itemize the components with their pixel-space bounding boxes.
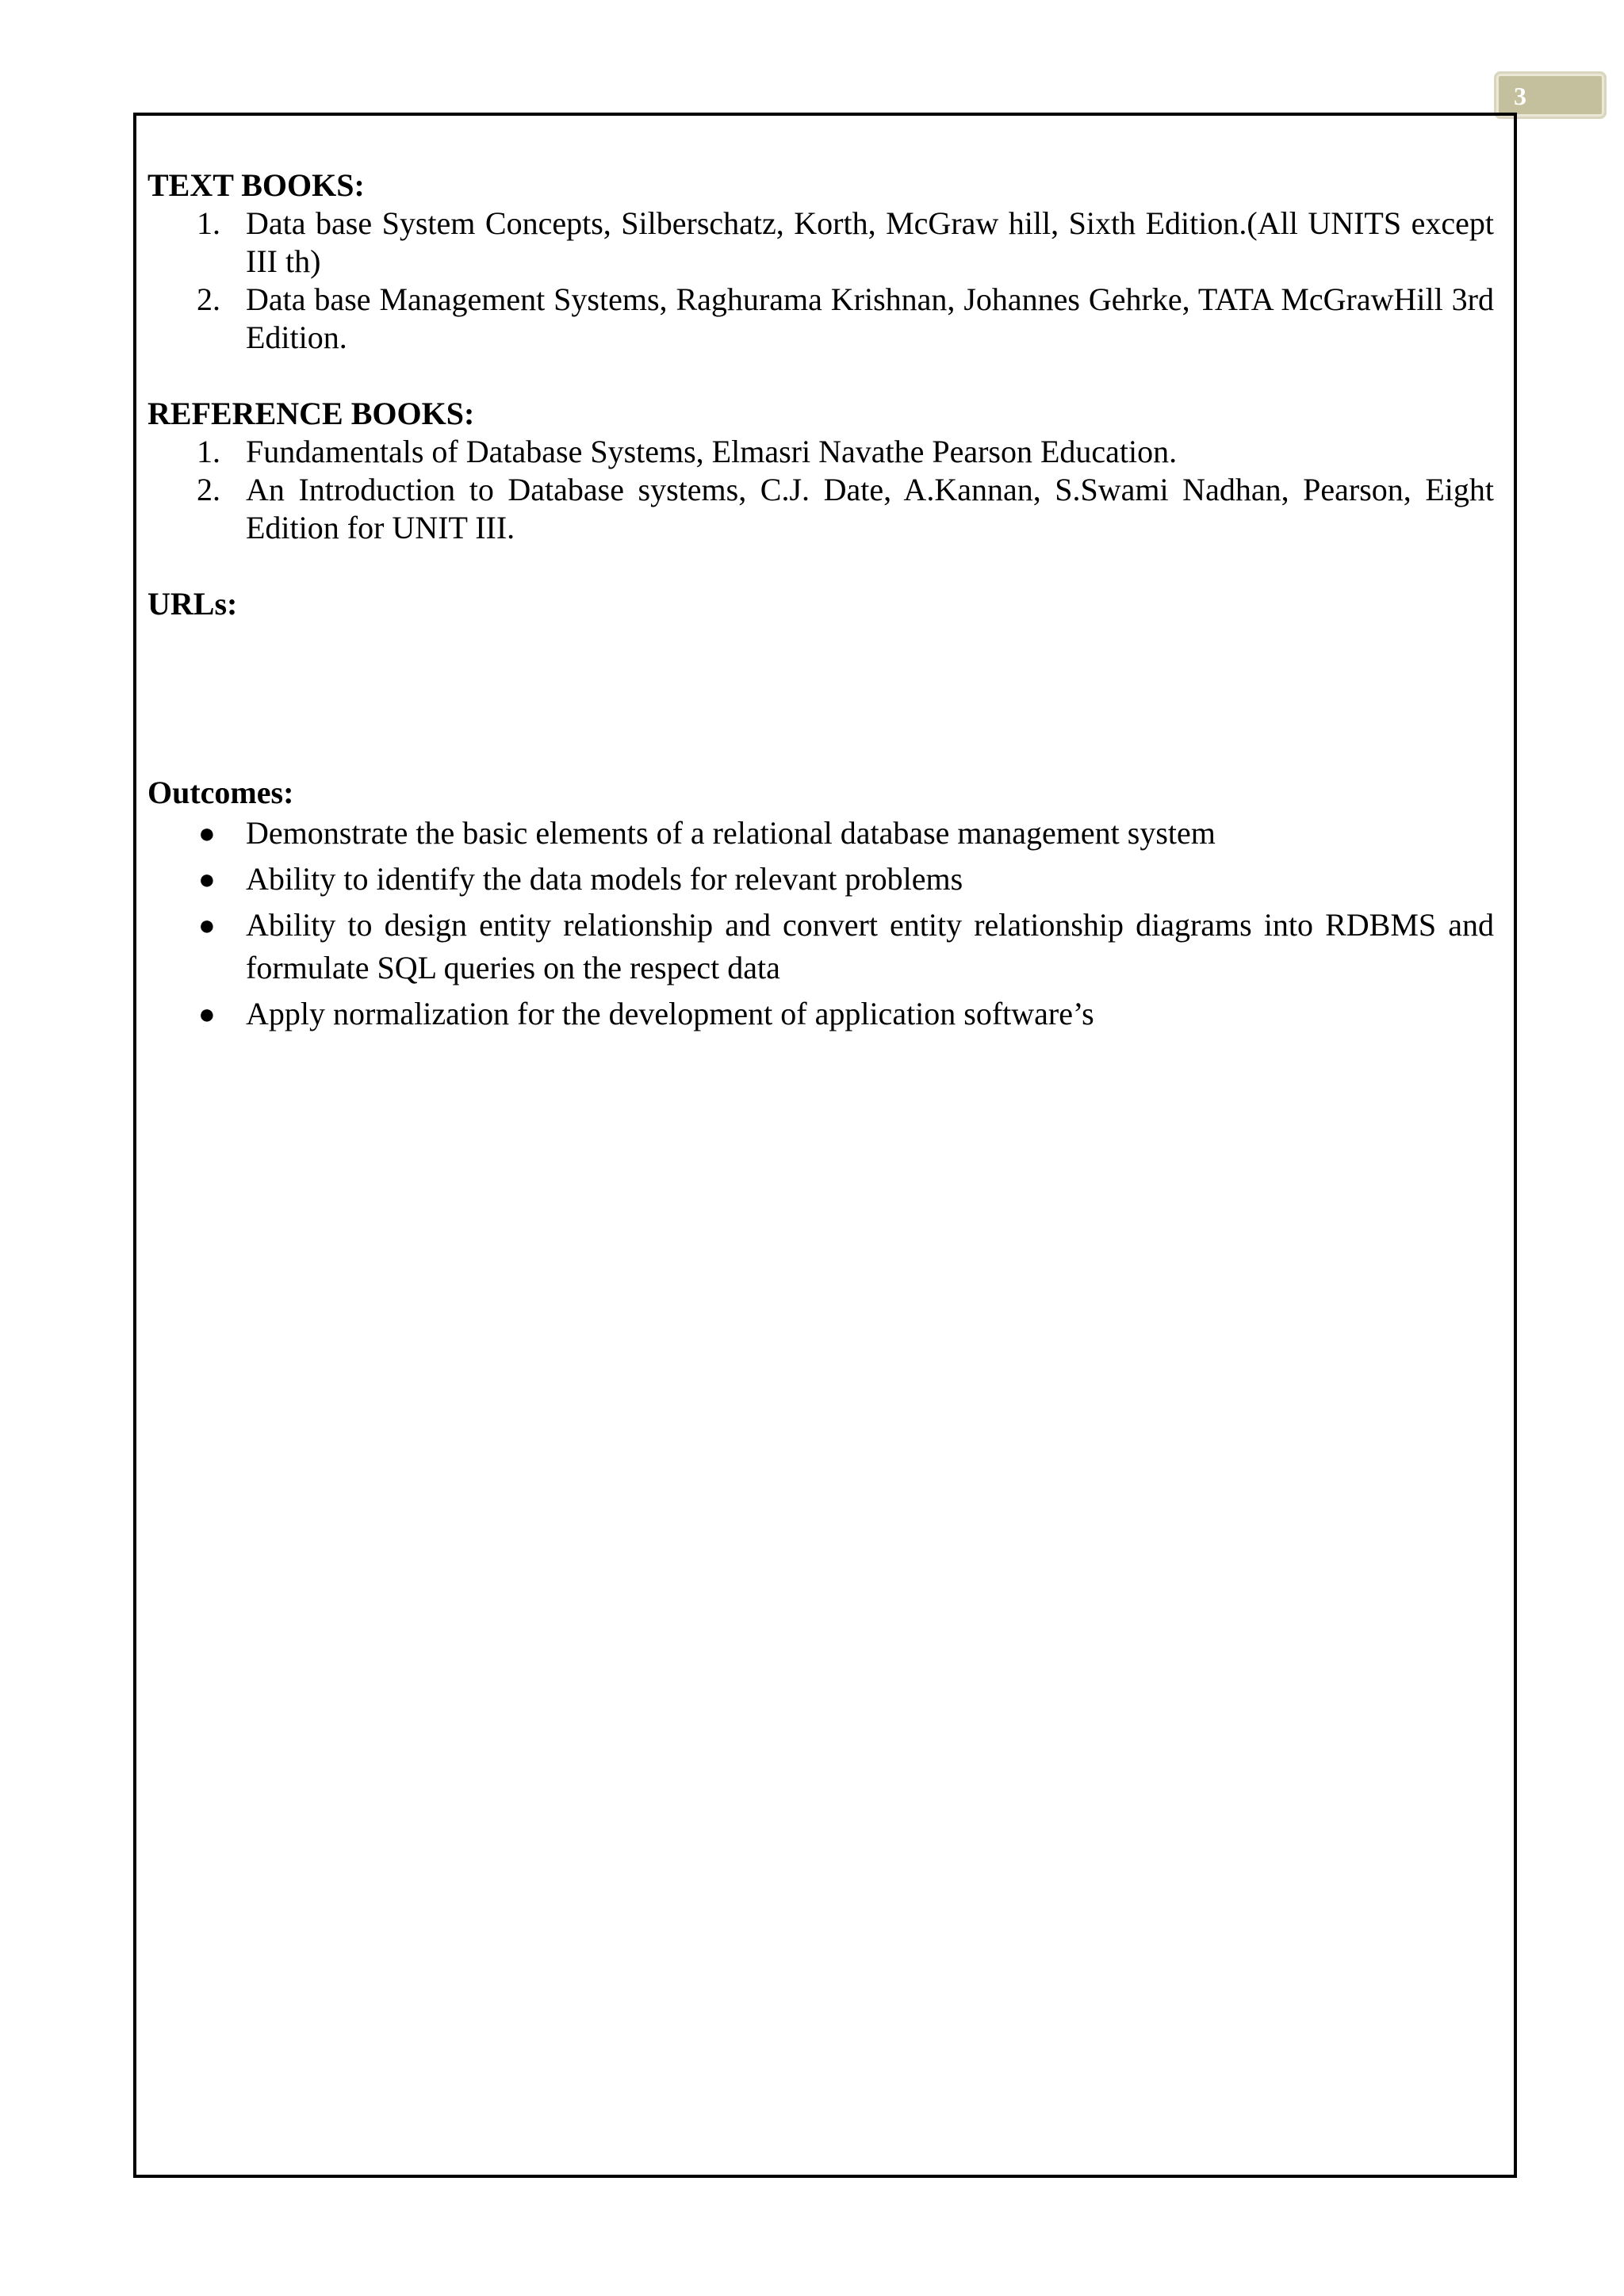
- section-spacer: [147, 357, 1494, 395]
- reference-books-list: [147, 433, 1494, 547]
- bullet-icon: ●: [198, 817, 216, 849]
- section-spacer: [147, 547, 1494, 585]
- document-content: [147, 166, 1494, 1039]
- list-item-text: Fundamentals of Database Systems, Elmasri Navathe Pearson Education.: [246, 434, 1178, 469]
- list-item-text: An Introduction to Database systems, C.J. Date, A.Kannan, S.Swami Nadhan, Pearson, Eight Edition for UNIT III.: [246, 472, 1494, 545]
- bullet-icon: ●: [198, 909, 216, 941]
- list-item: [147, 281, 1494, 357]
- section-spacer: [147, 623, 1494, 774]
- list-item-text: Apply normalization for the development of application software’s: [246, 996, 1094, 1031]
- list-item: [147, 993, 1494, 1035]
- list-item: [147, 433, 1494, 471]
- urls-heading: URLs:: [147, 586, 238, 622]
- text-books-list: [147, 205, 1494, 357]
- list-item: [147, 471, 1494, 547]
- outcomes-list: [147, 812, 1494, 1035]
- bullet-icon: ●: [198, 863, 216, 895]
- list-item-text: Demonstrate the basic elements of a relational database management system: [246, 815, 1216, 851]
- list-item-number: 2.: [197, 472, 220, 507]
- text-books-heading: TEXT BOOKS:: [147, 167, 365, 203]
- list-item-text: Ability to identify the data models for relevant problems: [246, 861, 963, 897]
- page-number-tab: [1494, 71, 1607, 119]
- list-item-text: Ability to design entity relationship and convert entity relationship diagrams into RDBMS and formulate SQL queries on the respect data: [246, 907, 1494, 985]
- page-number: 3: [1514, 82, 1526, 110]
- list-item-text: Data base Management Systems, Raghurama Krishnan, Johannes Gehrke, TATA McGrawHill 3rd Edition.: [246, 281, 1494, 355]
- list-item-text: Data base System Concepts, Silberschatz, Korth, McGraw hill, Sixth Edition.(All UNITS except III th): [246, 205, 1494, 279]
- list-item: [147, 858, 1494, 901]
- list-item-number: 2.: [197, 281, 220, 317]
- bullet-icon: ●: [198, 998, 216, 1030]
- list-item-number: 1.: [197, 205, 220, 241]
- list-item: [147, 205, 1494, 281]
- reference-books-heading: REFERENCE BOOKS:: [147, 396, 475, 431]
- outcomes-heading: Outcomes:: [147, 775, 294, 810]
- list-item: [147, 904, 1494, 989]
- list-item-number: 1.: [197, 434, 220, 469]
- list-item: [147, 812, 1494, 855]
